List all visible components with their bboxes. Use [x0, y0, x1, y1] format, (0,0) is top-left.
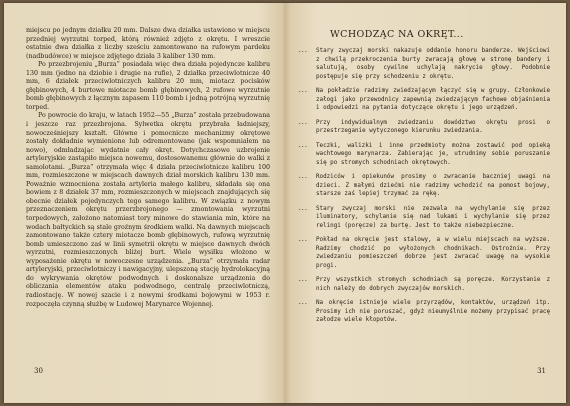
- rule-leader: ...: [298, 277, 308, 283]
- rule-item: [298, 236, 550, 270]
- rule-text: Przy wszystkich stromych schodniach są poręcze. Korzystanie z nich należy do dobrych zwyczajów morskich.: [316, 277, 550, 292]
- rule-leader: ...: [298, 119, 308, 126]
- rule-leader: ...: [298, 300, 308, 306]
- section-title: WCHODZĄC NA OKRĘT...: [330, 29, 464, 40]
- rule-text: Stary zwyczaj morski nie zezwala na wychylanie się przez iluminatory, schylanie się nad lukami i wychylanie się przez relingi (poręcze) za burtę. Jest to także niebezpieczne.: [316, 205, 550, 229]
- rule-leader: ...: [298, 174, 308, 180]
- rule-text: Przy indywidualnym zwiedzaniu dowództwo okrętu prosi o przestrzeganie wytyczonego kierunku zwiedzania.: [316, 119, 550, 134]
- rule-text: Na okręcie istnieje wiele przyrządów, kontaktów, urządzeń itp. Prosimy ich nie poruszać, gdyż nieumyślnie możemy przypisać pracę załodze wiele kłopotów.: [316, 300, 550, 323]
- rule-leader: ...: [298, 142, 308, 149]
- paragraph: Po powrocie do kraju, w latach 1952—55 „Burza” została przebudowana i jeszcze raz przezbrojona. Sylwetka okrętu przybrała ładniejszy, nowocześniejszy kształt. Główne i pomocnicze mechanizmy okrętowe zostały dokładnie wymienione lub odremontowane (jak wspomniałem na nowo), odmładzając wydatnie cały okręt. Dotychczasowe uzbrojenie artyleryjskie zastąpiło miejsca nowemu, dostosowanemu głównie do walki z samolotami. „Burza” otrzymała więc 4 działa przeciwlotnicze kalibru 100 mm, rozmieszczone w miejscach dawnych dział morskich kalibru 130 mm. Poważnie wzmocniona została artyleria małego kalibru, składała się ona bowiem z 8 działek 37 mm, rozmieszczonych w miejscach znajdujących się obecnie działek pojedynczych tego samego kalibru. W związku z nowym przeznaczeniem okrętu przerzbrojonego — zmontowania wyrzutni torpedowych, założono natomiast tory minowe do stawiania min, które na wodach bałtyckich są stale groźnym środkiem walki. Na dawnych miejscach zamontowano także cztery miotacze bomb głębinowych, rufową wyrzutnię bomb umieszczono zaś w linii symetrii okrętu w miejsce dawnych dwóch wyrzutni, rozmieszczonych bliżej burt. Wiele wysiłku włożono w wyposażenie okrętu w nowoczesne urządzenia. „Burza” otrzymała radar artyleryjski, przeciwlotniczy i nawigacyjny, ulepszoną stację hydrolokacyjną do wykrywania okrętów podwodnych i doskonalsze urządzenia do obliczania elementów ataku podwodnego, centralę przeciwlotniczą, radiostację. W nowej szacie i z nowymi środkami bojowymi w 1953 r. rozpoczęła czynną służbę w Ludowej Marynarce Wojennej.: [26, 112, 270, 308]
- left-page-text: [26, 27, 270, 309]
- rule-text: Rodziców i opiekunów prosimy o zwracanie baczniej uwagi na dzieci. Z małymi dziećmi nie radzimy wchodzić na pomost bojowy, starsze zaś lepiej trzymać za rękę.: [316, 174, 550, 197]
- rules-list: [298, 47, 550, 331]
- book-spread: [4, 3, 566, 403]
- rule-item: [298, 87, 550, 113]
- left-page: [26, 3, 270, 403]
- rule-text: Stary zwyczaj morski nakazuje oddanie honoru banderze. Wejściowi z chwilą przekroczenia burty zwracają głowę w stronę bandery i salutują, osoby cywilne uchylają nakrycie głowy. Podobnie postępuje się przy schodzeniu z okrętu.: [316, 48, 550, 80]
- rule-item: [298, 47, 550, 81]
- rule-text: Pokład na okręcie jest stalowy, a w wielu miejscach na wyższe. Radzimy chodzić po wyłożonych chodnikach. Ostrożnie. Przy zwiedzaniu pomieszczeń dobrze jest zwracać uwagę na wysokie progi.: [316, 237, 550, 269]
- rule-item: [298, 173, 550, 199]
- rule-leader: ...: [298, 88, 308, 94]
- page-number: 31: [537, 367, 546, 375]
- rule-text: Na pokładzie radzimy zwiedzającym łączyć się w grupy. Członkowie załogi jako przewodnicy zapewnią zwiedzającym fachowe objaśnienia i odpowiedzi na pytania dotyczące okrętu i jego urządzeń.: [316, 88, 550, 111]
- rule-item: [298, 205, 550, 231]
- rule-item: [298, 119, 550, 136]
- rule-item: [298, 276, 550, 293]
- rule-item: [298, 299, 550, 325]
- rule-text: Teczki, walizki i inne przedmioty można zostawić pod opieką wachtowego marynarza. Zabierając je, utrudnimy sobie poruszanie się po stromych schodniach okrętowych.: [316, 142, 550, 166]
- right-page: [298, 3, 550, 403]
- rule-item: [298, 142, 550, 168]
- rule-leader: ...: [298, 205, 308, 212]
- rule-leader: ...: [298, 48, 308, 54]
- page-number: 30: [34, 367, 43, 375]
- paragraph: miejscu po jednym działku 20 mm. Dalsze dwa działka ustawiono w miejscu przedniej wyrzutni torped, którą również zdjęto z okrętu. I wreszcie ostatnie dwa działka z liczby sześciu zamontowano na rufowym pardeku (nadbudówce) w miejsce zdjętego działa 3 kaliber 130 mm.: [26, 27, 270, 60]
- rule-leader: ...: [298, 237, 308, 243]
- paragraph: Po przezbrojeniu „Burza” posiadała więc dwa działa pojedyncze kalibru 130 mm (jedno na dziobie i drugie na rufie), 2 działka przeciwlotnicze 40 mm, 6 działek przeciwlotniczych kalibru 20 mm, miotacz pocisków głębinowych, 4 burtowe miotacze bomb głębinowych, 2 rufowe wyrzutnie bomb głębinowych z łącznym zapasem 110 bomb i jedną potrójną wyrzutnię torped.: [26, 61, 270, 111]
